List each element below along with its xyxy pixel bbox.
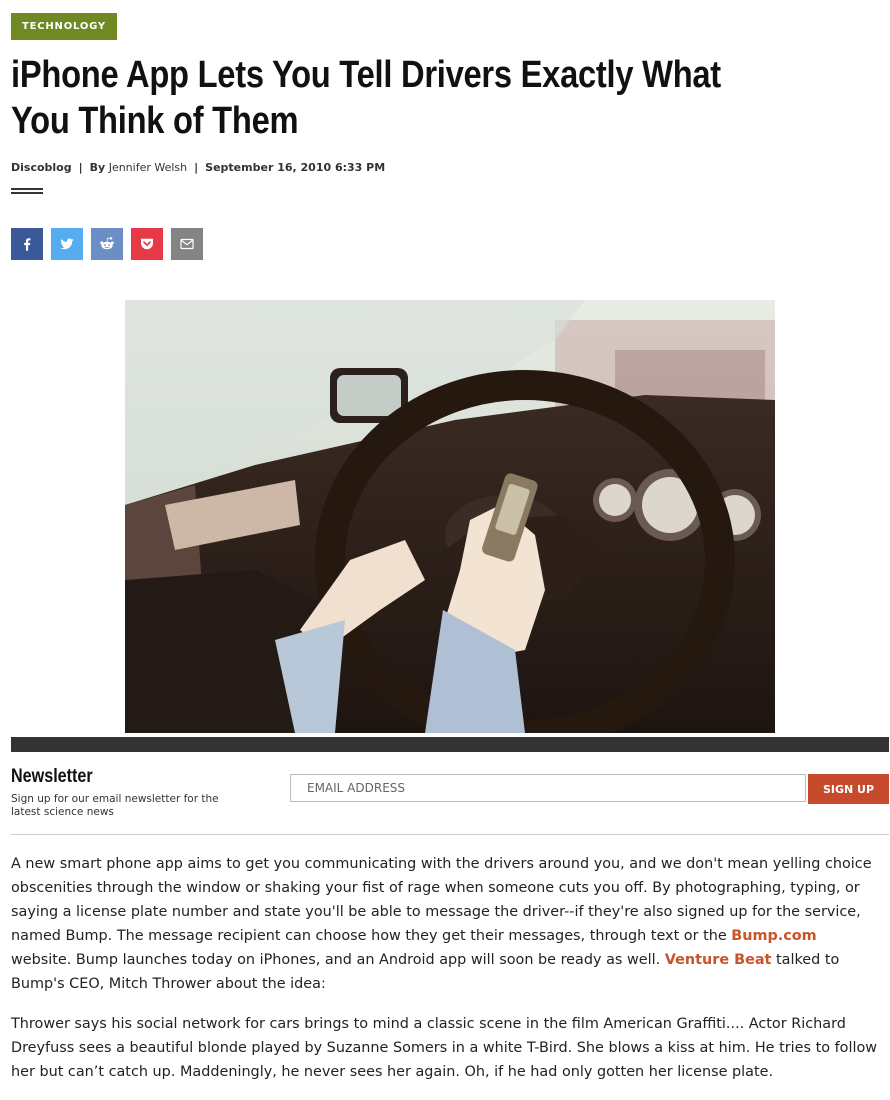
image-caption-bar: [11, 737, 889, 752]
email-icon: [178, 235, 196, 253]
signup-button[interactable]: SIGN UP: [808, 774, 889, 804]
byline: [11, 161, 385, 174]
article-quote-paragraph: Thrower says his social network for cars brings to mind a classic scene in the film American Graffiti.... Actor Richard Dreyfuss sees a beautiful blonde played by Suzanne Somers in a white T-Bird. She blows a kiss at him. He tries to follow her but can’t catch up. Maddeningly, he never sees her again. Oh, if he had only gotten her license plate.: [11, 1016, 878, 1080]
category-tag[interactable]: TECHNOLOGY: [11, 13, 117, 40]
paragraph-text: A new smart phone app aims to get you communicating with the drivers around you, and we don't mean yelling choice obscenities through the window or shaking your fist of rage when someone cuts you off. By photographing, typing, or saying a license plate number and state you'll be able to message the driver--if they're also signed up for the service, named Bump. The message recipient can choose how they get their messages, through text or the: [11, 856, 872, 944]
author-link[interactable]: Jennifer Welsh: [108, 161, 188, 174]
article-photo: [125, 300, 775, 733]
byline-by: By: [89, 161, 106, 174]
reddit-icon: [98, 235, 116, 253]
article-title: iPhone App Lets You Tell Drivers Exactly What You Think of Them: [11, 54, 721, 142]
share-email-button[interactable]: [171, 228, 203, 260]
byline-separator: |: [78, 161, 83, 174]
share-facebook-button[interactable]: [11, 228, 43, 260]
share-reddit-button[interactable]: [91, 228, 123, 260]
email-input[interactable]: [290, 774, 806, 802]
venture-beat-link[interactable]: Venture Beat: [664, 952, 772, 968]
bump-link[interactable]: Bump.com: [731, 928, 817, 944]
share-twitter-button[interactable]: [51, 228, 83, 260]
section-divider: [11, 834, 889, 835]
blog-link[interactable]: Discoblog: [11, 161, 72, 174]
share-pocket-button[interactable]: [131, 228, 163, 260]
newsletter-title: Newsletter: [11, 766, 93, 787]
publish-date: September 16, 2010 6:33 PM: [205, 161, 386, 174]
title-divider: [11, 188, 43, 195]
paragraph-text: talked to Bump's CEO, Mitch Thrower about the idea:: [11, 952, 840, 992]
paragraph-text: website. Bump launches today on iPhones, and an Android app will soon be ready as well.: [11, 952, 665, 968]
driver-texting-image: [125, 300, 775, 733]
facebook-icon: [18, 235, 36, 253]
article-paragraph-1: [11, 852, 879, 996]
byline-separator-2: |: [194, 161, 199, 174]
pocket-icon: [138, 235, 156, 253]
twitter-icon: [58, 235, 76, 253]
newsletter-subtitle: Sign up for our email newsletter for the latest science news: [11, 793, 219, 818]
